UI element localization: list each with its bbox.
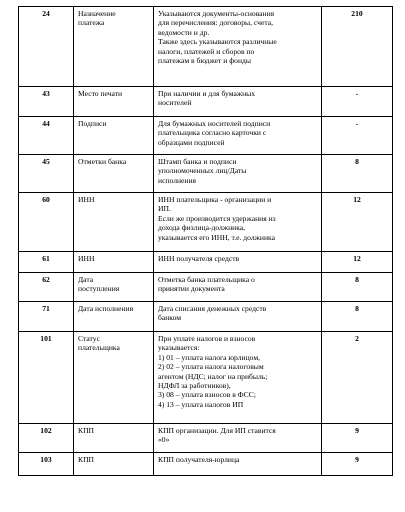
field-length: - <box>322 87 393 117</box>
field-description-line: 3) 08 – уплата взносов в ФСС; <box>158 390 256 400</box>
field-name-line: КПП <box>78 455 95 464</box>
table-row <box>19 87 393 117</box>
table-row <box>19 302 393 332</box>
field-length: 12 <box>322 193 393 252</box>
field-description <box>154 155 322 193</box>
field-description-line: ИНН плательщика - организации и <box>158 195 272 204</box>
field-description-line: КПП организации. Для ИП ставится <box>158 426 276 435</box>
field-number: 71 <box>19 302 74 332</box>
field-description <box>154 87 322 117</box>
field-description-line: указывается его ИНН, т.е. должника <box>158 232 275 242</box>
field-description-line: 2) 02 – уплата налога налоговым <box>158 362 264 372</box>
field-description-line: исполнения <box>158 175 197 185</box>
field-name <box>74 155 154 193</box>
field-description-line: 4) 13 – уплата налогов ИП <box>158 399 244 409</box>
field-description-line: образцами подписей <box>158 137 225 147</box>
field-number: 44 <box>19 117 74 155</box>
field-number: 61 <box>19 252 74 273</box>
field-number: 45 <box>19 155 74 193</box>
field-name-line: Статус <box>78 334 100 343</box>
field-description <box>154 193 322 252</box>
field-length: 8 <box>322 273 393 302</box>
field-number: 101 <box>19 332 74 424</box>
field-length: - <box>322 117 393 155</box>
field-description-line: платежам в бюджет и фонды <box>158 56 251 66</box>
field-name-line: платежа <box>78 18 105 28</box>
field-description-line: банком <box>158 313 182 323</box>
field-name-line: Дата исполнения <box>78 304 134 313</box>
field-name <box>74 302 154 332</box>
field-description <box>154 7 322 87</box>
field-length: 210 <box>322 7 393 87</box>
table-row <box>19 155 393 193</box>
field-name <box>74 273 154 302</box>
field-description-line: налоги, платежей и сборов по <box>158 46 255 56</box>
field-description-line: КПП получателя-юрлица <box>158 455 240 464</box>
field-description-line: ИП. <box>158 204 171 214</box>
field-description-line: агентом (НДС; налог на прибыль; <box>158 371 268 381</box>
table-body <box>19 7 393 476</box>
field-description-line: Если же производится удержания из <box>158 213 276 223</box>
field-name <box>74 332 154 424</box>
field-description-line: 1) 01 – уплата налога юрлицом, <box>158 352 261 362</box>
field-description-line: При наличии и для бумажных <box>158 89 256 98</box>
field-name-line: плательщика <box>78 343 120 353</box>
field-name-line: Подписи <box>78 119 107 128</box>
table-row <box>19 117 393 155</box>
field-length: 9 <box>322 453 393 476</box>
field-name <box>74 424 154 453</box>
field-description-line: ИНН получателя средств <box>158 254 240 263</box>
field-description <box>154 273 322 302</box>
table-row <box>19 7 393 87</box>
field-description-line: Дата списания денежных средств <box>158 304 267 313</box>
field-description <box>154 453 322 476</box>
table-row <box>19 424 393 453</box>
field-name <box>74 7 154 87</box>
field-description-line: Штамп банка и подписи <box>158 157 237 166</box>
field-name-line: Отметки банка <box>78 157 127 166</box>
field-length: 8 <box>322 302 393 332</box>
field-name-line: ИНН <box>78 195 95 204</box>
field-description <box>154 424 322 453</box>
table-row <box>19 273 393 302</box>
field-description <box>154 252 322 273</box>
field-description-line: носителей <box>158 98 192 108</box>
table-row <box>19 453 393 476</box>
field-length: 12 <box>322 252 393 273</box>
field-description-line: плательщика согласно карточки с <box>158 128 267 138</box>
table-row <box>19 193 393 252</box>
table-row <box>19 332 393 424</box>
field-name <box>74 117 154 155</box>
field-number: 24 <box>19 7 74 87</box>
field-name-line: Дата <box>78 275 94 284</box>
field-description-line: указывается: <box>158 343 200 353</box>
field-name-line: ИНН <box>78 254 95 263</box>
field-description <box>154 117 322 155</box>
field-length: 8 <box>322 155 393 193</box>
field-number: 60 <box>19 193 74 252</box>
field-name <box>74 252 154 273</box>
field-description <box>154 302 322 332</box>
field-number: 102 <box>19 424 74 453</box>
table-row <box>19 252 393 273</box>
field-description-line: Для бумажных носителей подписи <box>158 119 271 128</box>
field-description-line: Также здесь указываются различные <box>158 37 277 47</box>
document-page <box>18 6 392 476</box>
payment-fields-table <box>18 6 393 476</box>
field-description-line: При уплате налогов и взносов <box>158 334 256 343</box>
field-name-line: КПП <box>78 426 95 435</box>
field-name-line: поступления <box>78 284 120 294</box>
field-description-line: дохода физлица-должника, <box>158 223 246 233</box>
field-description-line: уполномоченных лиц/Даты <box>158 166 247 176</box>
field-description-line: НДФЛ за работников), <box>158 381 231 391</box>
field-description-line: Указываются документы-основания <box>158 9 275 18</box>
field-description-line: «0» <box>158 435 170 445</box>
field-number: 62 <box>19 273 74 302</box>
field-description-line: для перечисления: договоры, счета, <box>158 18 273 28</box>
field-name <box>74 193 154 252</box>
field-name-line: Назначение <box>78 9 116 18</box>
field-name-line: Место печати <box>78 89 123 98</box>
field-length: 2 <box>322 332 393 424</box>
field-description-line: принятии документа <box>158 284 225 294</box>
field-name <box>74 87 154 117</box>
field-name <box>74 453 154 476</box>
field-number: 103 <box>19 453 74 476</box>
field-description-line: ведомости и др. <box>158 27 210 37</box>
field-length: 9 <box>322 424 393 453</box>
field-description <box>154 332 322 424</box>
field-description-line: Отметка банка плательщика о <box>158 275 255 284</box>
field-number: 43 <box>19 87 74 117</box>
